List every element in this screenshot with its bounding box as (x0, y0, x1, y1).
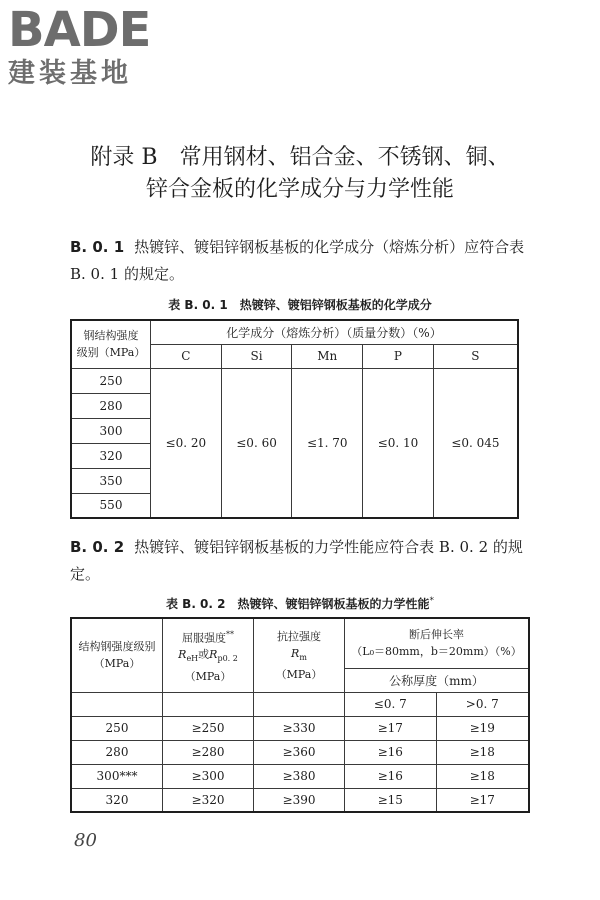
table2-header-blank (163, 692, 254, 716)
table1-header-element: Mn (292, 344, 363, 368)
table1-value-p: ≤0. 10 (363, 368, 434, 518)
table-mechanical-properties (70, 617, 530, 813)
logo-brand-text: BADE (8, 2, 151, 58)
table1-header-element: S (433, 344, 518, 368)
table1-grade: 550 (71, 493, 151, 518)
table1-header-element: Si (221, 344, 292, 368)
table-row: 250 ≥250 ≥330 ≥17 ≥19 (71, 716, 529, 740)
table2-header-thickness: 公称厚度（mm） (345, 668, 530, 692)
table-row: 300*** ≥300 ≥380 ≥16 ≥18 (71, 764, 529, 788)
table2-header-blank (71, 692, 163, 716)
table2-header-thin: ≤0. 7 (345, 692, 437, 716)
table1-grade: 320 (71, 443, 151, 468)
table1-header-element: P (363, 344, 434, 368)
table2-header-yield: 屈服强度** $R_{eH}$或$R_{p0. 2}$ （MPa） (163, 618, 254, 692)
table1-value-c: ≤0. 20 (151, 368, 222, 518)
section-text: 热镀锌、镀铝锌钢板基板的化学成分（熔炼分析）应符合表 B. 0. 1 的规定。 (70, 238, 525, 283)
table1-grade: 250 (71, 368, 151, 393)
table1-grade: 350 (71, 468, 151, 493)
table-row: 280 ≥280 ≥360 ≥16 ≥18 (71, 740, 529, 764)
title-line-1: 附录 B 常用钢材、铝合金、不锈钢、铜、 (90, 145, 510, 170)
table1-header-grade: 钢结构强度 级别（MPa） (71, 320, 151, 368)
table2-header-elongation: 断后伸长率 （L₀＝80mm，b＝20mm）（%） (345, 618, 530, 668)
table2-header-grade: 结构钢强度级别 （MPa） (71, 618, 163, 692)
appendix-title (70, 142, 530, 206)
section-text: 热镀锌、镀铝锌钢板基板的力学性能应符合表 B. 0. 2 的规定。 (70, 538, 523, 583)
section-number: B. 0. 2 (70, 538, 125, 556)
table2-caption: 表 B. 0. 2 热镀锌、镀铝锌钢板基板的力学性能* (166, 596, 434, 611)
section-b01 (70, 234, 530, 288)
table1-caption: 表 B. 0. 1 热镀锌、镀铝锌钢板基板的化学成分 (168, 298, 432, 312)
section-b02 (70, 534, 530, 588)
table-chemical-composition (70, 319, 519, 519)
table1-value-s: ≤0. 045 (433, 368, 518, 518)
table1-value-mn: ≤1. 70 (292, 368, 363, 518)
table1-grade: 280 (71, 393, 151, 418)
table1-header-element: C (151, 344, 222, 368)
table2-header-blank (254, 692, 345, 716)
section-number: B. 0. 1 (70, 238, 125, 256)
table1-header-group: 化学成分（熔炼分析）（质量分数）（%） (151, 320, 519, 344)
table1-grade: 300 (71, 418, 151, 443)
table1-value-si: ≤0. 60 (221, 368, 292, 518)
table2-header-tensile: 抗拉强度 $R_m$ （MPa） (254, 618, 345, 692)
logo-subtitle: 建装基地 (8, 58, 132, 89)
page-number: 80 (74, 830, 97, 851)
table2-header-thick: >0. 7 (436, 692, 529, 716)
table-row: 320 ≥320 ≥390 ≥15 ≥17 (71, 788, 529, 812)
title-line-2: 锌合金板的化学成分与力学性能 (145, 177, 454, 202)
brand-logo (8, 4, 178, 90)
